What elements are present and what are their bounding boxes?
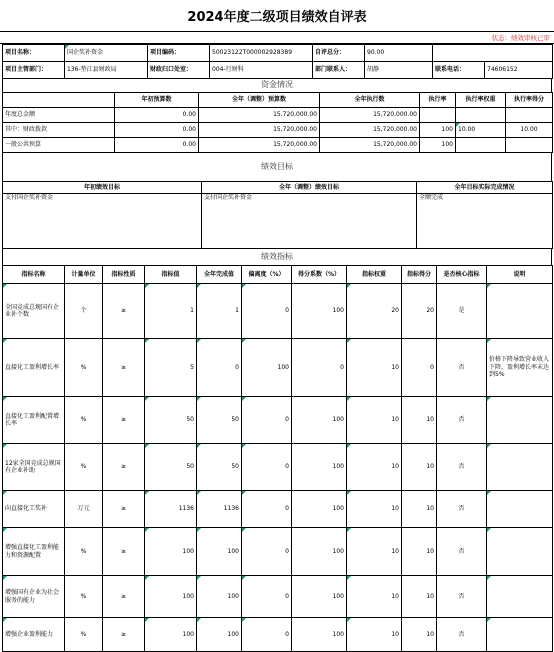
fund-header-row: 年初预算数 全年（调整）预算数 全年执行数 执行率 执行率权重 执行率得分 [3,93,553,108]
indicator-dev: 0 [242,618,292,652]
indicator-unit: % [65,339,103,397]
indicator-nature: ≥ [103,339,145,397]
indicator-score: 10 [402,528,437,576]
indicator-header-row: 指标名称 计量单位 指标性质 指标值 全年完成值 偏离度（%） 得分系数（%） 指标权重 指标得分 是否核心指标 说明 [3,266,553,284]
project-name-label: 项目名称： [3,45,65,62]
indicator-target: 100 [145,528,197,576]
indicator-score: 10 [402,491,437,528]
indicator-score: 10 [402,444,437,491]
indicator-note: 价格下降导致营业收入下降，盈利增长率未达到5% [487,339,553,397]
indicator-nature: ≥ [103,444,145,491]
indicator-dev: 0 [242,576,292,618]
indicator-done: 100 [197,528,242,576]
phone-label: 联系电话： [433,62,485,79]
indicator-core: 是 [437,284,487,339]
total-score-value: 90.00 [365,45,433,62]
indicator-note [487,576,553,618]
contact-value: 胡静 [365,62,433,79]
fund-row: 一般公共预算 0.00 15,720,000.00 15,720,000.00 100 [3,138,553,153]
indicator-unit: % [65,397,103,444]
fund-row: 年度总金额 0.00 15,720,000.00 15,720,000.00 [3,108,553,123]
indicator-weight: 10 [347,491,402,528]
indicator-done: 0 [197,339,242,397]
project-info-table [2,44,553,79]
indicator-weight: 10 [347,528,402,576]
fund-row: 其中：财政拨款 0.00 15,720,000.00 15,720,000.00 100 10.00 10.00 [3,123,553,138]
indicator-dev: 0 [242,528,292,576]
indicator-coef: 100 [292,397,347,444]
indicator-name: 全国竞成总规国有企业补个数 [3,284,65,339]
indicator-target: 50 [145,397,197,444]
indicator-coef: 100 [292,618,347,652]
contact-label: 部门联系人： [313,62,365,79]
indicator-row [3,397,553,444]
indicator-note [487,528,553,576]
indicator-unit: % [65,528,103,576]
indicator-target: 1 [145,284,197,339]
indicator-unit: 个 [65,284,103,339]
status-text: 状态：绩效审核已审 [0,32,554,44]
indicator-score: 10 [402,576,437,618]
office-value: 004-行财科 [210,62,313,79]
indicator-note [487,491,553,528]
indicator-core: 否 [437,397,487,444]
indicator-name: 直接化工盈利增长率 [3,339,65,397]
indicator-dev: 100 [242,339,292,397]
indicator-target: 5 [145,339,197,397]
indicator-dev: 0 [242,444,292,491]
indicator-note [487,397,553,444]
indicator-done: 50 [197,444,242,491]
indicator-row [3,284,553,339]
indicator-core: 否 [437,444,487,491]
goal-table [2,181,553,249]
indicator-row [3,528,553,576]
indicator-dev: 0 [242,397,292,444]
indicator-core: 否 [437,576,487,618]
indicator-unit: % [65,618,103,652]
indicator-section-title: 绩效指标 [2,248,552,265]
indicator-done: 1136 [197,491,242,528]
indicator-row [3,339,553,397]
indicator-name: 12家全国竞成总规国有企业补助 [3,444,65,491]
indicator-weight: 10 [347,339,402,397]
indicator-name: 向直接化工奖补 [3,491,65,528]
indicator-name: 增强国有企业为社会服务的能力 [3,576,65,618]
indicator-name: 直接化工盈利配置增长率 [3,397,65,444]
indicator-name: 增强企业盈利能力 [3,618,65,652]
indicator-coef: 100 [292,444,347,491]
indicator-coef: 0 [292,339,347,397]
goal-header-row: 年初绩效目标 全年（调整）绩效目标 全年目标实际完成情况 [3,182,553,194]
indicator-done: 1 [197,284,242,339]
indicator-score: 20 [402,284,437,339]
project-name-value: 国企奖补资金 [65,45,148,62]
indicator-nature: ≥ [103,491,145,528]
indicator-coef: 100 [292,491,347,528]
indicator-unit: 万元 [65,491,103,528]
indicator-row [3,576,553,618]
indicator-row [3,618,553,652]
dept-label: 项目主管部门： [3,62,65,79]
indicator-note [487,618,553,652]
indicator-coef: 100 [292,284,347,339]
indicator-nature: ≥ [103,618,145,652]
indicator-weight: 20 [347,284,402,339]
indicator-core: 否 [437,618,487,652]
office-label: 财政归口处室： [148,62,210,79]
indicator-weight: 10 [347,444,402,491]
indicator-core: 否 [437,528,487,576]
indicator-core: 否 [437,339,487,397]
indicator-nature: ≥ [103,576,145,618]
indicator-weight: 10 [347,618,402,652]
indicator-done: 100 [197,618,242,652]
indicator-unit: % [65,444,103,491]
indicator-note [487,444,553,491]
indicator-dev: 0 [242,491,292,528]
indicator-weight: 10 [347,397,402,444]
total-score-label: 自评总分： [313,45,365,62]
indicator-name: 增强直接化工盈利能力和资源配置 [3,528,65,576]
indicator-row [3,491,553,528]
indicator-note [487,284,553,339]
phone-value: 74606152 [485,62,553,79]
indicator-unit: % [65,576,103,618]
dept-value: 136-垫江县财政局 [65,62,148,79]
project-code-label: 项目编码： [148,45,210,62]
indicator-score: 0 [402,339,437,397]
indicator-coef: 100 [292,576,347,618]
indicator-score: 10 [402,618,437,652]
indicator-target: 100 [145,618,197,652]
indicator-table [2,265,553,652]
indicator-done: 100 [197,576,242,618]
fund-table [2,92,553,153]
indicator-score: 10 [402,397,437,444]
fund-section-title: 资金情况 [2,78,552,92]
indicator-target: 1136 [145,491,197,528]
goal-section-title: 绩效目标 [2,153,552,181]
indicator-weight: 10 [347,576,402,618]
indicator-done: 50 [197,397,242,444]
indicator-nature: ≥ [103,528,145,576]
project-code-value: 50023122T000002928389 [210,45,313,62]
indicator-nature: ≥ [103,397,145,444]
indicator-target: 50 [145,444,197,491]
indicator-core: 否 [437,491,487,528]
page-title: 2024年度二级项目绩效自评表 [0,0,554,32]
indicator-target: 100 [145,576,197,618]
indicator-row [3,444,553,491]
indicator-dev: 0 [242,284,292,339]
goal-values-row: 支付国企奖补资金 支付国企奖补资金 全额完成 [3,194,553,249]
indicator-coef: 100 [292,528,347,576]
indicator-nature: ≥ [103,284,145,339]
